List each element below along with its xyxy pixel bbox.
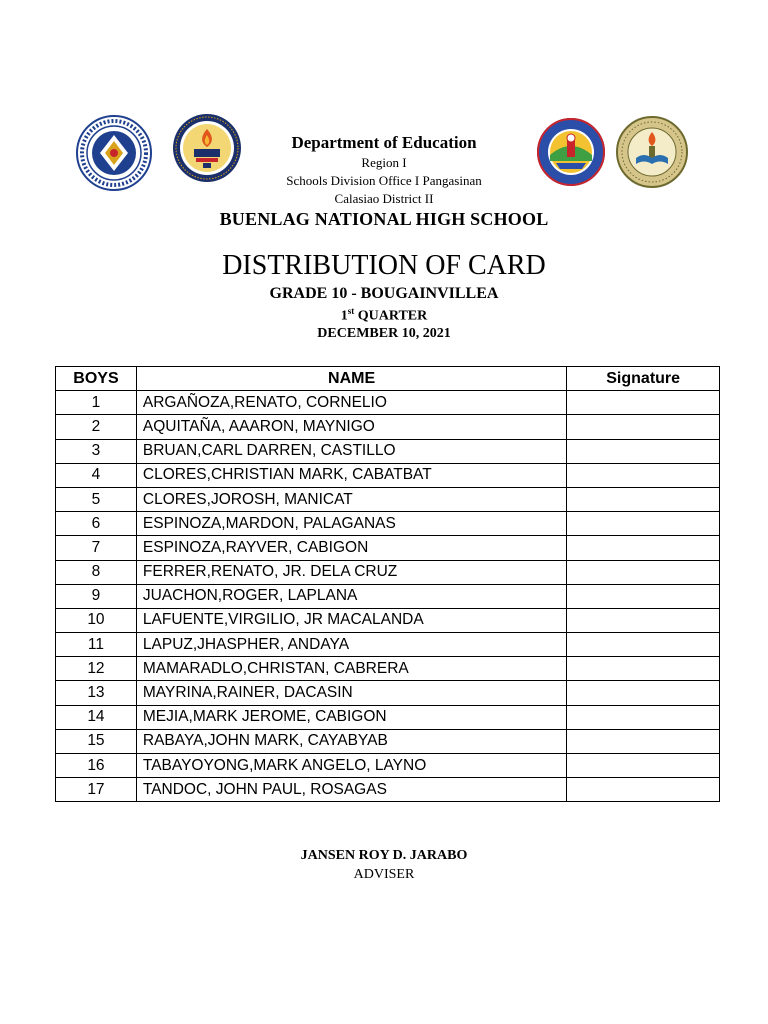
row-number: 14 <box>56 705 137 729</box>
table-row <box>56 415 720 439</box>
signature-cell[interactable] <box>567 681 720 705</box>
signature-cell[interactable] <box>567 778 720 802</box>
signature-cell[interactable] <box>567 657 720 681</box>
student-name: MEJIA,MARK JEROME, CABIGON <box>136 705 566 729</box>
signature-cell[interactable] <box>567 463 720 487</box>
table-row <box>56 487 720 511</box>
signature-cell[interactable] <box>567 536 720 560</box>
row-number: 10 <box>56 608 137 632</box>
table-row <box>56 754 720 778</box>
student-name: JUACHON,ROGER, LAPLANA <box>136 584 566 608</box>
column-header-boys: BOYS <box>56 367 137 391</box>
table-row <box>56 681 720 705</box>
column-header-name: NAME <box>136 367 566 391</box>
table-row <box>56 657 720 681</box>
student-name: ARGAÑOZA,RENATO, CORNELIO <box>136 391 566 415</box>
table-row <box>56 729 720 753</box>
student-name: LAPUZ,JHASPHER, ANDAYA <box>136 633 566 657</box>
adviser-name: JANSEN ROY D. JARABO <box>300 848 468 863</box>
table-row <box>56 439 720 463</box>
student-name: AQUITAÑA, AAARON, MAYNIGO <box>136 415 566 439</box>
school-name: BUENLAG NATIONAL HIGH SCHOOL <box>219 209 549 229</box>
table-row <box>56 608 720 632</box>
table-header-row <box>56 367 720 391</box>
row-number: 17 <box>56 778 137 802</box>
student-name: ESPINOZA,MARDON, PALAGANAS <box>136 512 566 536</box>
table-row <box>56 536 720 560</box>
signature-cell[interactable] <box>567 608 720 632</box>
division-label: Schools Division Office I Pangasinan <box>286 173 482 188</box>
row-number: 16 <box>56 754 137 778</box>
student-name: MAYRINA,RAINER, DACASIN <box>136 681 566 705</box>
quarter-text: QUARTER <box>357 308 428 324</box>
roster-table <box>55 366 720 802</box>
table-row <box>56 560 720 584</box>
quarter-number: 1 <box>340 308 348 324</box>
region-label: Region I <box>361 155 407 170</box>
row-number: 5 <box>56 487 137 511</box>
signature-cell[interactable] <box>567 633 720 657</box>
document-date: DECEMBER 10, 2021 <box>317 326 451 341</box>
signature-cell[interactable] <box>567 415 720 439</box>
signature-cell[interactable] <box>567 439 720 463</box>
student-name: MAMARADLO,CHRISTAN, CABRERA <box>136 657 566 681</box>
table-row <box>56 778 720 802</box>
row-number: 8 <box>56 560 137 584</box>
row-number: 2 <box>56 415 137 439</box>
table-row <box>56 512 720 536</box>
row-number: 13 <box>56 681 137 705</box>
student-name: LAFUENTE,VIRGILIO, JR MACALANDA <box>136 608 566 632</box>
row-number: 9 <box>56 584 137 608</box>
row-number: 4 <box>56 463 137 487</box>
student-name: TANDOC, JOHN PAUL, ROSAGAS <box>136 778 566 802</box>
row-number: 1 <box>56 391 137 415</box>
row-number: 11 <box>56 633 137 657</box>
row-number: 3 <box>56 439 137 463</box>
student-name: ESPINOZA,RAYVER, CABIGON <box>136 536 566 560</box>
signature-cell[interactable] <box>567 705 720 729</box>
row-number: 6 <box>56 512 137 536</box>
signature-cell[interactable] <box>567 584 720 608</box>
signature-cell[interactable] <box>567 754 720 778</box>
table-row <box>56 584 720 608</box>
row-number: 15 <box>56 729 137 753</box>
student-name: FERRER,RENATO, JR. DELA CRUZ <box>136 560 566 584</box>
signature-cell[interactable] <box>567 729 720 753</box>
department-name: Department of Education <box>291 133 477 152</box>
table-row <box>56 463 720 487</box>
student-name: RABAYA,JOHN MARK, CAYABYAB <box>136 729 566 753</box>
quarter-suffix: st <box>347 306 355 316</box>
student-name: BRUAN,CARL DARREN, CASTILLO <box>136 439 566 463</box>
signature-cell[interactable] <box>567 391 720 415</box>
column-header-signature: Signature <box>567 367 720 391</box>
table-row <box>56 705 720 729</box>
table-row <box>56 633 720 657</box>
grade-section: GRADE 10 - BOUGAINVILLEA <box>269 285 499 302</box>
adviser-role: ADVISER <box>353 867 415 882</box>
signature-cell[interactable] <box>567 560 720 584</box>
row-number: 7 <box>56 536 137 560</box>
signature-cell[interactable] <box>567 512 720 536</box>
quarter-label <box>0 306 768 325</box>
district-label: Calasiao District II <box>334 191 434 206</box>
signature-cell[interactable] <box>567 487 720 511</box>
table-row <box>56 391 720 415</box>
student-name: CLORES,JOROSH, MANICAT <box>136 487 566 511</box>
row-number: 12 <box>56 657 137 681</box>
student-name: TABAYOYONG,MARK ANGELO, LAYNO <box>136 754 566 778</box>
student-name: CLORES,CHRISTIAN MARK, CABATBAT <box>136 463 566 487</box>
document-title: DISTRIBUTION OF CARD <box>222 250 546 281</box>
